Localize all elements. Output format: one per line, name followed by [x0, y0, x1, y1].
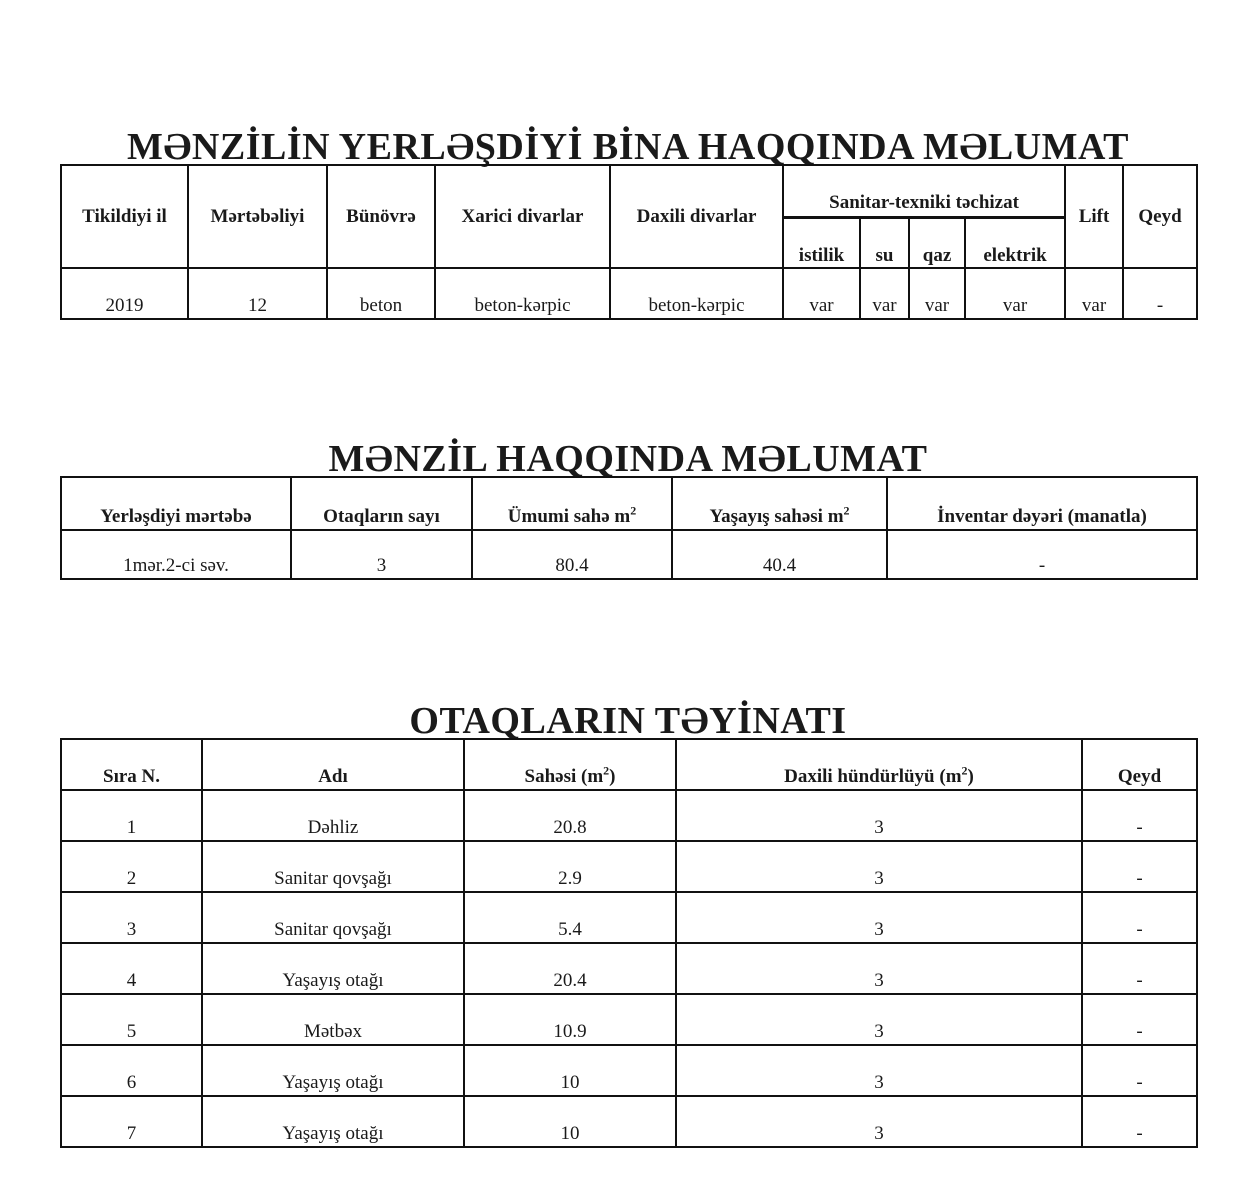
header-room-name: Adı: [202, 739, 464, 790]
header-outer-walls: Xarici divarlar: [435, 165, 610, 268]
header-inner-height: [676, 739, 1082, 790]
table-row: [61, 790, 1197, 841]
header-living-area-label: Yaşayış sahəsi m: [709, 506, 844, 527]
cell-electricity: var: [965, 268, 1065, 319]
cell-floors: 12: [188, 268, 327, 319]
header-gas: qaz: [909, 218, 965, 269]
header-living-area: [672, 477, 887, 530]
header-year: Tikildiyi il: [61, 165, 188, 268]
cell-room-name: Yaşayış otağı: [202, 943, 464, 994]
header-floors: Mərtəbəliyi: [188, 165, 327, 268]
cell-inner-height: 3: [676, 943, 1082, 994]
header-room-count: Otaqların sayı: [291, 477, 472, 530]
table-row: [61, 892, 1197, 943]
cell-room-note: -: [1082, 943, 1197, 994]
cell-room-note: -: [1082, 790, 1197, 841]
table-row: [61, 1045, 1197, 1096]
header-floor-location: Yerləşdiyi mərtəbə: [61, 477, 291, 530]
header-total-area: [472, 477, 672, 530]
header-room-note: Qeyd: [1082, 739, 1197, 790]
closing-paren: ): [609, 766, 616, 787]
table-row: [61, 530, 1197, 579]
cell-living-area: 40.4: [672, 530, 887, 579]
header-inner-height-label: Daxili hündürlüyü (m: [784, 766, 962, 787]
unit-exponent: 2: [630, 503, 637, 518]
cell-room-note: -: [1082, 1096, 1197, 1147]
cell-inner-height: 3: [676, 790, 1082, 841]
cell-row-number: 3: [61, 892, 202, 943]
header-inventory-value: İnventar dəyəri (manatla): [887, 477, 1197, 530]
cell-room-name: Yaşayış otağı: [202, 1096, 464, 1147]
header-note: Qeyd: [1123, 165, 1197, 268]
header-water: su: [860, 218, 909, 269]
cell-room-count: 3: [291, 530, 472, 579]
header-inner-walls: Daxili divarlar: [610, 165, 783, 268]
cell-heating: var: [783, 268, 860, 319]
cell-row-number: 2: [61, 841, 202, 892]
cell-row-number: 4: [61, 943, 202, 994]
cell-inner-height: 3: [676, 1045, 1082, 1096]
cell-outer-walls: beton-kərpic: [435, 268, 610, 319]
cell-room-area: 20.8: [464, 790, 676, 841]
closing-paren: ): [967, 766, 974, 787]
cell-row-number: 6: [61, 1045, 202, 1096]
cell-room-area: 10: [464, 1045, 676, 1096]
header-foundation: Bünövrə: [327, 165, 435, 268]
cell-floor-location: 1mər.2-ci səv.: [61, 530, 291, 579]
unit-exponent: 2: [843, 503, 850, 518]
cell-row-number: 5: [61, 994, 202, 1045]
header-room-area-label: Sahəsi (m: [524, 766, 604, 787]
apartment-info-title: MƏNZİL HAQQINDA MƏLUMAT: [328, 438, 928, 480]
cell-row-number: 1: [61, 790, 202, 841]
rooms-purpose-table: [60, 738, 1198, 1148]
cell-room-note: -: [1082, 1045, 1197, 1096]
cell-inventory-value: -: [887, 530, 1197, 579]
building-info-table: [60, 164, 1198, 320]
header-row-number: Sıra N.: [61, 739, 202, 790]
unit-exponent: 2: [603, 763, 610, 778]
header-heating: istilik: [783, 218, 860, 269]
cell-inner-height: 3: [676, 994, 1082, 1045]
header-total-area-label: Ümumi sahə m: [507, 506, 631, 527]
table-row: [61, 268, 1197, 319]
cell-foundation: beton: [327, 268, 435, 319]
cell-room-area: 5.4: [464, 892, 676, 943]
table-row: [61, 994, 1197, 1045]
table-row: [61, 943, 1197, 994]
header-sanitary-group: Sanitar-texniki təchizat: [783, 165, 1065, 218]
cell-room-name: Yaşayış otağı: [202, 1045, 464, 1096]
cell-room-note: -: [1082, 841, 1197, 892]
apartment-info-table: [60, 476, 1198, 580]
cell-room-name: Sanitar qovşağı: [202, 892, 464, 943]
cell-room-area: 10.9: [464, 994, 676, 1045]
rooms-purpose-title: OTAQLARIN TƏYİNATI: [409, 700, 847, 742]
cell-row-number: 7: [61, 1096, 202, 1147]
cell-room-note: -: [1082, 892, 1197, 943]
cell-inner-walls: beton-kərpic: [610, 268, 783, 319]
header-room-area: [464, 739, 676, 790]
cell-water: var: [860, 268, 909, 319]
unit-exponent: 2: [961, 763, 968, 778]
table-row: [61, 1096, 1197, 1147]
building-info-title: MƏNZİLİN YERLƏŞDİYİ BİNA HAQQINDA MƏLUMAT: [126, 126, 1130, 168]
cell-inner-height: 3: [676, 892, 1082, 943]
cell-room-area: 20.4: [464, 943, 676, 994]
cell-total-area: 80.4: [472, 530, 672, 579]
header-lift: Lift: [1065, 165, 1123, 268]
cell-note: -: [1123, 268, 1197, 319]
table-row: [61, 841, 1197, 892]
cell-room-area: 10: [464, 1096, 676, 1147]
cell-gas: var: [909, 268, 965, 319]
cell-room-name: Mətbəx: [202, 994, 464, 1045]
cell-room-note: -: [1082, 994, 1197, 1045]
header-electricity: elektrik: [965, 218, 1065, 269]
cell-lift: var: [1065, 268, 1123, 319]
cell-inner-height: 3: [676, 841, 1082, 892]
cell-year: 2019: [61, 268, 188, 319]
cell-room-name: Dəhliz: [202, 790, 464, 841]
cell-room-name: Sanitar qovşağı: [202, 841, 464, 892]
cell-room-area: 2.9: [464, 841, 676, 892]
cell-inner-height: 3: [676, 1096, 1082, 1147]
